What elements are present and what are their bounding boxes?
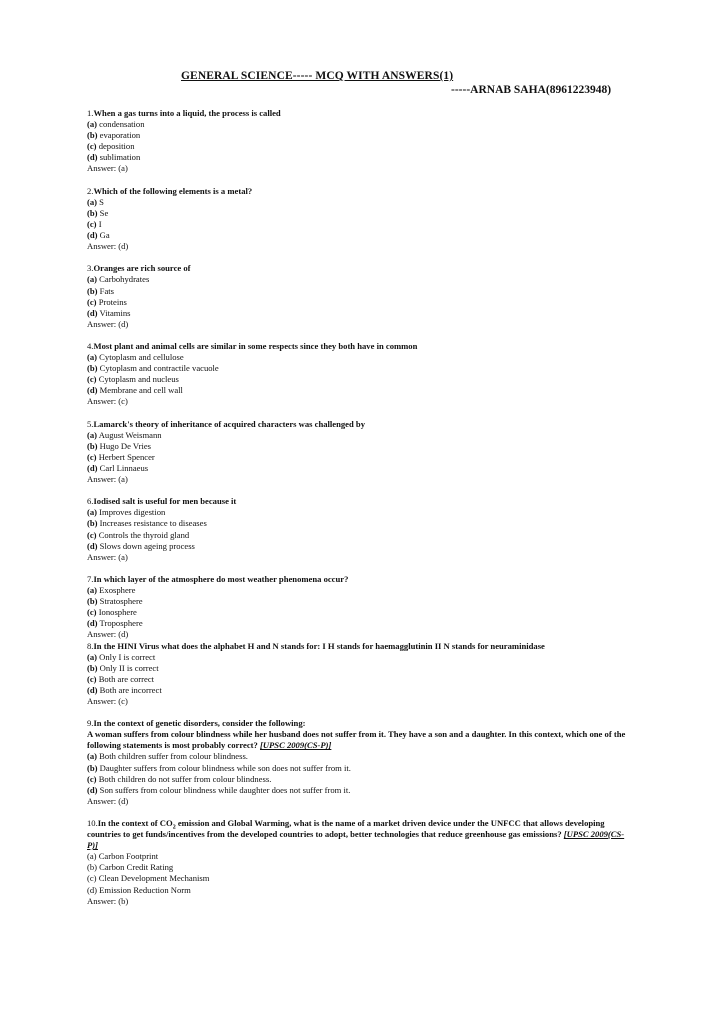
option-d: (d) Carl Linnaeus bbox=[87, 463, 149, 473]
option-a: (a) Both children suffer from colour blindness. bbox=[87, 751, 248, 762]
question-3 bbox=[87, 263, 632, 330]
option-d: (d) Ga bbox=[87, 230, 110, 241]
option-b: (b) Daughter suffers from colour blindness while son does not suffer from it. bbox=[87, 762, 351, 773]
exam-reference: [UPSC 2009(CS-P)] bbox=[87, 829, 625, 851]
option-d: (d) sublimation bbox=[87, 152, 141, 163]
answer-line: Answer: (b) bbox=[87, 895, 129, 906]
option-c: (c) Proteins bbox=[87, 296, 127, 307]
question-text: 7.In which layer of the atmosphere do most weather phenomena occur? bbox=[87, 573, 349, 584]
option-a: (a) condensation bbox=[87, 119, 145, 130]
option-c: (c) Ionosphere bbox=[87, 607, 137, 618]
option-c: (c) deposition bbox=[87, 141, 135, 152]
option-a: (a) Carbon Footprint bbox=[87, 851, 159, 862]
question-text: 10.In the context of $CO_2$ emission and Global Warming, what is the name of a market driven device under the UNFCC that allows developing countries to get funds/incentives from the developed countries to adopt, better technologies that reduce greenhouse gas emissions? [UPSC 2009(CS-P)] bbox=[87, 818, 625, 851]
option-c: (c) Both are correct bbox=[87, 673, 155, 684]
question-text: 8.In the HINI Virus what does the alphabet H and N stands for: I H stands for haemagglutinin II N stands for neuraminidase bbox=[87, 640, 545, 651]
option-b: (b) Cytoplasm and contractile vacuole bbox=[87, 363, 219, 374]
question-4 bbox=[87, 341, 632, 408]
question-text: 1.When a gas turns into a liquid, the process is called bbox=[87, 108, 281, 118]
answer-line: Answer: (c) bbox=[87, 396, 128, 407]
question-context: A woman suffers from colour blindness while her husband does not suffer from it. They have a son and a daughter. In this context, which one of the following statements is most probably correct? [UPSC 2009(CS-P)] bbox=[87, 729, 626, 751]
option-d: (d) Troposphere bbox=[87, 618, 143, 629]
answer-line: Answer: (a) bbox=[87, 163, 128, 174]
option-c: (c) Both children do not suffer from colour blindness. bbox=[87, 773, 272, 784]
option-c: (c) I bbox=[87, 218, 102, 229]
option-c: (c) Controls the thyroid gland bbox=[87, 529, 190, 540]
document-title: GENERAL SCIENCE----- MCQ WITH ANSWERS(1) bbox=[181, 70, 454, 82]
option-d: (d) Slows down ageing process bbox=[87, 540, 195, 551]
option-a: (a) S bbox=[87, 196, 104, 207]
option-a: (a) Only I is correct bbox=[87, 651, 156, 662]
option-c: (c) Herbert Spencer bbox=[87, 451, 155, 462]
answer-line: Answer: (d) bbox=[87, 629, 129, 640]
answer-line: Answer: (a) bbox=[87, 474, 128, 485]
question-text: 4.Most plant and animal cells are similar in some respects since they both have in common bbox=[87, 340, 418, 351]
question-text: 3.Oranges are rich source of bbox=[87, 263, 191, 274]
question-list bbox=[87, 108, 632, 918]
option-d: (d) Vitamins bbox=[87, 307, 131, 318]
option-a: (a) Carbohydrates bbox=[87, 274, 150, 285]
question-9 bbox=[87, 718, 632, 807]
option-a: (a) August Weismann bbox=[87, 429, 162, 440]
option-b: (b) Fats bbox=[87, 285, 114, 296]
question-5 bbox=[87, 419, 632, 486]
author-line: -----ARNAB SAHA(8961223948) bbox=[451, 84, 612, 96]
answer-line: Answer: (d) bbox=[87, 318, 129, 329]
option-a: (a) Improves digestion bbox=[87, 507, 166, 518]
answer-line: Answer: (c) bbox=[87, 695, 128, 706]
option-d: (d) Son suffers from colour blindness while daughter does not suffer from it. bbox=[87, 784, 351, 795]
exam-reference: [UPSC 2009(CS-P)] bbox=[259, 740, 332, 751]
option-b: (b) evaporation bbox=[87, 130, 141, 141]
question-text: 5.Lamarck's theory of inheritance of acquired characters was challenged by bbox=[87, 418, 366, 429]
option-b: (b) Hugo De Vries bbox=[87, 440, 152, 451]
option-c: (c) Cytoplasm and nucleus bbox=[87, 374, 179, 385]
option-b: (b) Only II is correct bbox=[87, 662, 159, 673]
question-text: 6.Iodised salt is useful for men because it bbox=[87, 496, 237, 507]
question-text: 9.In the context of genetic disorders, consider the following: bbox=[87, 718, 306, 729]
question-8 bbox=[87, 641, 632, 708]
question-text: 2.Which of the following elements is a metal? bbox=[87, 185, 253, 196]
option-d: (d) Membrane and cell wall bbox=[87, 385, 183, 396]
option-a: (a) Cytoplasm and cellulose bbox=[87, 352, 184, 363]
question-6 bbox=[87, 496, 632, 563]
option-d: (d) Both are incorrect bbox=[87, 684, 162, 695]
option-a: (a) Exosphere bbox=[87, 585, 136, 596]
option-b: (b) Se bbox=[87, 207, 109, 218]
question-10 bbox=[87, 818, 632, 907]
question-7 bbox=[87, 574, 632, 641]
question-2 bbox=[87, 186, 632, 253]
answer-line: Answer: (a) bbox=[87, 551, 128, 562]
subscript: 2 bbox=[172, 824, 176, 831]
option-d: (d) Emission Reduction Norm bbox=[87, 884, 191, 895]
question-1 bbox=[87, 108, 632, 175]
answer-line: Answer: (d) bbox=[87, 241, 129, 252]
option-b: (b) Increases resistance to diseases bbox=[87, 518, 207, 529]
option-b: (b) Carbon Credit Rating bbox=[87, 862, 174, 873]
option-c: (c) Clean Development Mechanism bbox=[87, 873, 210, 884]
option-b: (b) Stratosphere bbox=[87, 596, 143, 607]
answer-line: Answer: (d) bbox=[87, 795, 129, 806]
